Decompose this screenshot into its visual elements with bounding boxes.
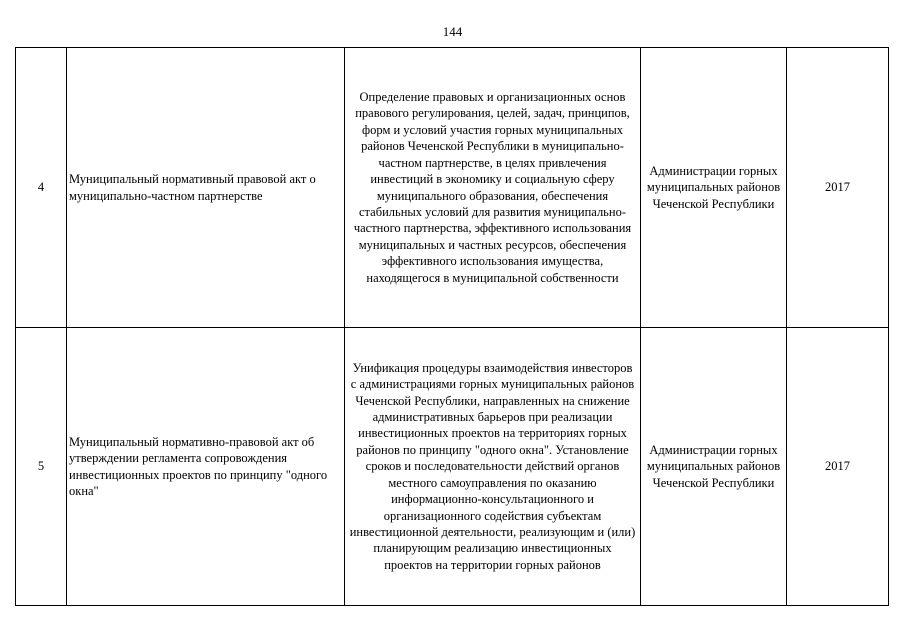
measures-table <box>15 47 889 606</box>
page-number: 144 <box>442 24 463 39</box>
act-name-cell: Муниципальный нормативный правовой акт о муниципально-частном партнерстве <box>67 48 345 328</box>
row-number-cell: 4 <box>16 48 67 328</box>
description-cell: Унификация процедуры взаимодействия инвесторов с администрациями горных муниципальных районов Чеченской Республики, направленных на снижение административных барьеров при реализации инвестиционных проектов на территориях горных районов по принципу "одного окна". Установление сроков и последовательности действий органов местного самоуправления по оказанию информационно-консультационного и организационного содействия субъектам инвестиционной деятельности, реализующим и (или) планирующим реализацию инвестиционных проектов на территории горных районов <box>345 328 641 606</box>
year-cell: 2017 <box>787 328 889 606</box>
table-row <box>16 328 889 606</box>
description-cell: Определение правовых и организационных основ правового регулирования, целей, задач, принципов, форм и условий участия горных муниципальных районов Чеченской Республики в муниципально-частном партнерстве, в целях привлечения инвестиций в экономику и социальную сферу муниципального образования, обеспечения стабильных условий для развития муниципально-частного партнерства, эффективного использования муниципальных и частных ресурсов, обеспечения эффективного использования имущества, находящегося в муниципальной собственности <box>345 48 641 328</box>
table-row <box>16 48 889 328</box>
act-name-cell: Муниципальный нормативно-правовой акт об утверждении регламента сопровождения инвестиционных проектов по принципу "одного окна" <box>67 328 345 606</box>
row-number-cell: 5 <box>16 328 67 606</box>
executor-cell: Администрации горных муниципальных районов Чеченской Республики <box>641 48 787 328</box>
executor-cell: Администрации горных муниципальных районов Чеченской Республики <box>641 328 787 606</box>
year-cell: 2017 <box>787 48 889 328</box>
